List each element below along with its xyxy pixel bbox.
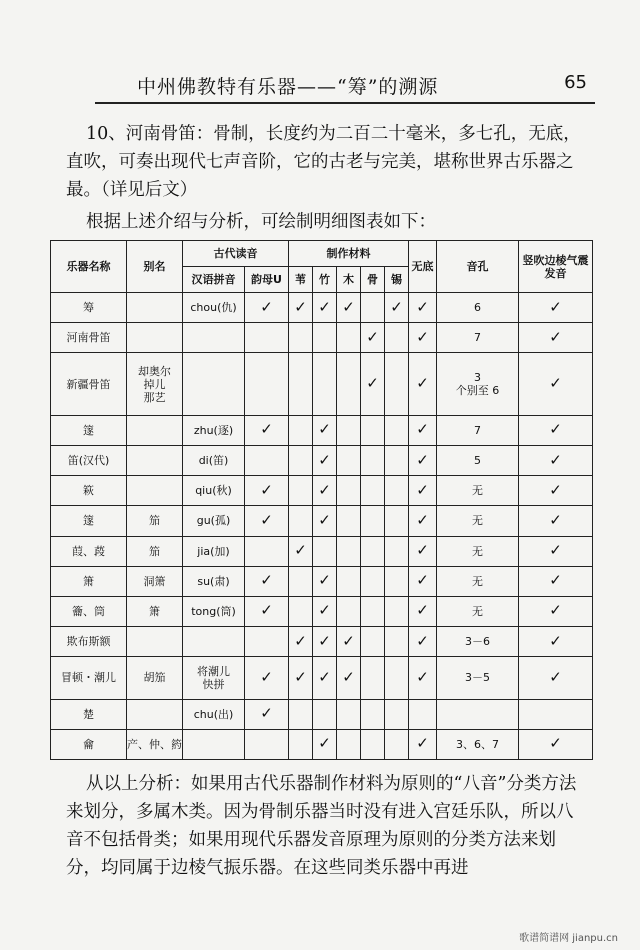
check-mark-icon: ✓ [294, 541, 307, 560]
check-mark-icon: ✓ [260, 667, 273, 686]
cell-vertical-blow [519, 729, 593, 759]
cell-holes: 无 [437, 596, 519, 626]
cell-material-bone [361, 323, 385, 353]
cell-material-bamboo [313, 415, 337, 445]
cell-alias: 笳 [127, 506, 183, 536]
paragraph-table-intro: 根据上述介绍与分析，可绘制明细图表如下： [86, 212, 436, 232]
cell-material-reed [289, 566, 313, 596]
cell-vertical-blow [519, 415, 593, 445]
check-mark-icon: ✓ [260, 297, 273, 316]
cell-material-tin [385, 415, 409, 445]
cell-material-bone [361, 476, 385, 506]
header-pinyin: 汉语拼音 [183, 267, 245, 293]
check-mark-icon: ✓ [318, 450, 331, 469]
cell-initial-u [245, 445, 289, 475]
cell-alias [127, 323, 183, 353]
cell-name: 冒顿・潮儿 [51, 657, 127, 699]
cell-material-wood [337, 353, 361, 415]
cell-no-bottom [409, 323, 437, 353]
cell-name: 籥、筒 [51, 596, 127, 626]
cell-no-bottom [409, 627, 437, 657]
check-mark-icon: ✓ [318, 601, 331, 620]
cell-pinyin: zhu(逐) [183, 415, 245, 445]
paragraph-bone-flute: 10、河南骨笛：骨制，长度约为二百二十毫米，多七孔，无底，直吹，可奏出现代七声音阶，它的古老与完美，堪称世界古乐器之最。（详见后文） [66, 124, 581, 200]
check-mark-icon: ✓ [416, 510, 429, 529]
check-mark-icon: ✓ [416, 374, 429, 393]
cell-initial-u [245, 699, 289, 729]
table-row [51, 627, 593, 657]
check-mark-icon: ✓ [260, 601, 273, 620]
cell-pinyin: di(笛) [183, 445, 245, 475]
cell-holes: 5 [437, 445, 519, 475]
cell-material-tin [385, 627, 409, 657]
cell-material-bamboo [313, 699, 337, 729]
cell-alias [127, 699, 183, 729]
cell-name: 葭、葮 [51, 536, 127, 566]
check-mark-icon: ✓ [416, 480, 429, 499]
cell-material-bamboo [313, 293, 337, 323]
cell-alias: 产、仲、箹 [127, 729, 183, 759]
table-row [51, 699, 593, 729]
cell-vertical-blow [519, 445, 593, 475]
cell-material-reed [289, 729, 313, 759]
cell-vertical-blow [519, 506, 593, 536]
header-initial-u: 韵母U [245, 267, 289, 293]
cell-alias [127, 415, 183, 445]
check-mark-icon: ✓ [549, 541, 562, 560]
check-mark-icon: ✓ [260, 480, 273, 499]
cell-no-bottom [409, 415, 437, 445]
check-mark-icon: ✓ [318, 667, 331, 686]
check-mark-icon: ✓ [549, 734, 562, 753]
table-row [51, 323, 593, 353]
cell-no-bottom [409, 657, 437, 699]
cell-material-wood [337, 476, 361, 506]
cell-material-bamboo [313, 323, 337, 353]
cell-alias: 胡笳 [127, 657, 183, 699]
check-mark-icon: ✓ [260, 571, 273, 590]
cell-vertical-blow [519, 476, 593, 506]
cell-vertical-blow [519, 699, 593, 729]
cell-material-reed [289, 657, 313, 699]
check-mark-icon: ✓ [318, 420, 331, 439]
cell-material-reed [289, 293, 313, 323]
check-mark-icon: ✓ [366, 327, 379, 346]
table-row [51, 536, 593, 566]
header-holes: 音孔 [437, 241, 519, 293]
cell-pinyin [183, 323, 245, 353]
table-row [51, 353, 593, 415]
cell-material-bamboo [313, 536, 337, 566]
cell-material-bamboo [313, 445, 337, 475]
check-mark-icon: ✓ [549, 450, 562, 469]
cell-material-wood [337, 699, 361, 729]
check-mark-icon: ✓ [260, 420, 273, 439]
header-material: 制作材料 [289, 241, 409, 267]
cell-material-reed [289, 353, 313, 415]
cell-initial-u [245, 657, 289, 699]
cell-material-bone [361, 627, 385, 657]
cell-initial-u [245, 323, 289, 353]
cell-material-bamboo [313, 627, 337, 657]
cell-material-tin [385, 506, 409, 536]
cell-material-bone [361, 445, 385, 475]
cell-initial-u [245, 729, 289, 759]
cell-material-wood [337, 536, 361, 566]
table-row [51, 293, 593, 323]
check-mark-icon: ✓ [342, 667, 355, 686]
cell-material-reed [289, 536, 313, 566]
check-mark-icon: ✓ [416, 450, 429, 469]
cell-vertical-blow [519, 293, 593, 323]
check-mark-icon: ✓ [549, 374, 562, 393]
cell-holes: 6 [437, 293, 519, 323]
cell-material-bone [361, 353, 385, 415]
cell-initial-u [245, 415, 289, 445]
cell-material-bone [361, 699, 385, 729]
cell-name: 篍 [51, 476, 127, 506]
cell-material-wood [337, 596, 361, 626]
cell-no-bottom [409, 353, 437, 415]
cell-holes: 3、6、7 [437, 729, 519, 759]
header-ancient-sound: 古代读音 [183, 241, 289, 267]
cell-initial-u [245, 506, 289, 536]
cell-holes: 3 个别至 6 [437, 353, 519, 415]
cell-material-tin [385, 293, 409, 323]
cell-material-tin [385, 476, 409, 506]
cell-material-tin [385, 353, 409, 415]
cell-pinyin [183, 353, 245, 415]
check-mark-icon: ✓ [342, 631, 355, 650]
check-mark-icon: ✓ [390, 297, 403, 316]
cell-no-bottom [409, 476, 437, 506]
cell-material-reed [289, 699, 313, 729]
cell-vertical-blow [519, 657, 593, 699]
check-mark-icon: ✓ [416, 297, 429, 316]
cell-material-reed [289, 506, 313, 536]
cell-pinyin: qiu(秋) [183, 476, 245, 506]
check-mark-icon: ✓ [549, 601, 562, 620]
table-row [51, 729, 593, 759]
cell-vertical-blow [519, 566, 593, 596]
instrument-table [50, 240, 593, 760]
cell-pinyin: chu(出) [183, 699, 245, 729]
table-row [51, 506, 593, 536]
paragraph-analysis: 从以上分析：如果用古代乐器制作材料为原则的“八音”分类方法来划分，多属木类。因为骨制乐器当时没有进入宫廷乐队，所以八音不包括骨类；如果用现代乐器发音原理为原则的分类方法来划分，均同属于边棱气振乐器。在这些同类乐器中再进 [66, 774, 577, 878]
check-mark-icon: ✓ [416, 571, 429, 590]
cell-material-bamboo [313, 729, 337, 759]
cell-no-bottom [409, 506, 437, 536]
header-material-tin: 锡 [385, 267, 409, 293]
table-row [51, 445, 593, 475]
table-row [51, 476, 593, 506]
cell-no-bottom [409, 596, 437, 626]
cell-pinyin: su(肃) [183, 566, 245, 596]
cell-holes: 3－5 [437, 657, 519, 699]
cell-material-wood [337, 415, 361, 445]
cell-pinyin: 将潮儿 快拼 [183, 657, 245, 699]
cell-vertical-blow [519, 596, 593, 626]
cell-initial-u [245, 566, 289, 596]
cell-no-bottom [409, 293, 437, 323]
check-mark-icon: ✓ [549, 480, 562, 499]
watermark-footer: 歌谱简谱网 jianpu.cn [519, 933, 618, 944]
cell-alias: 洞箫 [127, 566, 183, 596]
cell-material-bamboo [313, 506, 337, 536]
cell-holes: 无 [437, 536, 519, 566]
check-mark-icon: ✓ [318, 571, 331, 590]
header-alias: 别名 [127, 241, 183, 293]
cell-material-tin [385, 323, 409, 353]
check-mark-icon: ✓ [318, 631, 331, 650]
cell-pinyin: gu(孤) [183, 506, 245, 536]
cell-holes [437, 699, 519, 729]
cell-name: 筹 [51, 293, 127, 323]
cell-vertical-blow [519, 627, 593, 657]
check-mark-icon: ✓ [342, 297, 355, 316]
check-mark-icon: ✓ [366, 374, 379, 393]
cell-holes: 无 [437, 506, 519, 536]
cell-material-bamboo [313, 657, 337, 699]
header-vertical-blow: 竖吹边棱气震发音 [519, 241, 593, 293]
cell-no-bottom [409, 699, 437, 729]
check-mark-icon: ✓ [549, 327, 562, 346]
cell-material-bone [361, 506, 385, 536]
cell-material-bone [361, 536, 385, 566]
cell-no-bottom [409, 566, 437, 596]
check-mark-icon: ✓ [416, 601, 429, 620]
cell-material-bamboo [313, 596, 337, 626]
cell-alias: 笳 [127, 536, 183, 566]
check-mark-icon: ✓ [549, 297, 562, 316]
cell-holes: 无 [437, 476, 519, 506]
check-mark-icon: ✓ [318, 510, 331, 529]
cell-vertical-blow [519, 536, 593, 566]
cell-vertical-blow [519, 323, 593, 353]
check-mark-icon: ✓ [549, 667, 562, 686]
cell-name: 箫 [51, 566, 127, 596]
check-mark-icon: ✓ [549, 420, 562, 439]
check-mark-icon: ✓ [416, 541, 429, 560]
cell-material-reed [289, 596, 313, 626]
header-material-reed: 苇 [289, 267, 313, 293]
cell-material-bone [361, 657, 385, 699]
table-row [51, 657, 593, 699]
table-row [51, 566, 593, 596]
check-mark-icon: ✓ [416, 734, 429, 753]
check-mark-icon: ✓ [294, 631, 307, 650]
cell-holes: 无 [437, 566, 519, 596]
check-mark-icon: ✓ [549, 571, 562, 590]
cell-alias [127, 293, 183, 323]
header-material-wood: 木 [337, 267, 361, 293]
cell-material-wood [337, 323, 361, 353]
check-mark-icon: ✓ [260, 704, 273, 723]
cell-material-wood [337, 657, 361, 699]
cell-material-tin [385, 729, 409, 759]
cell-material-bone [361, 596, 385, 626]
cell-holes: 7 [437, 415, 519, 445]
cell-name: 篴 [51, 506, 127, 536]
cell-material-bamboo [313, 566, 337, 596]
cell-holes: 7 [437, 323, 519, 353]
cell-initial-u [245, 293, 289, 323]
cell-material-tin [385, 596, 409, 626]
cell-pinyin: jia(加) [183, 536, 245, 566]
cell-no-bottom [409, 536, 437, 566]
cell-name: 龠 [51, 729, 127, 759]
cell-material-reed [289, 323, 313, 353]
cell-name: 河南骨笛 [51, 323, 127, 353]
cell-material-bamboo [313, 353, 337, 415]
header-no-bottom: 无底 [409, 241, 437, 293]
cell-material-tin [385, 445, 409, 475]
table-row [51, 415, 593, 445]
cell-material-reed [289, 415, 313, 445]
page-number: 65 [564, 72, 587, 93]
cell-material-wood [337, 729, 361, 759]
cell-vertical-blow [519, 353, 593, 415]
cell-initial-u [245, 353, 289, 415]
cell-material-wood [337, 566, 361, 596]
cell-material-wood [337, 506, 361, 536]
header-title: 中州佛教特有乐器——“筹”的溯源 [137, 76, 439, 98]
page-header [95, 72, 595, 104]
check-mark-icon: ✓ [318, 480, 331, 499]
check-mark-icon: ✓ [318, 734, 331, 753]
cell-material-tin [385, 536, 409, 566]
check-mark-icon: ✓ [416, 420, 429, 439]
cell-material-tin [385, 699, 409, 729]
cell-material-reed [289, 476, 313, 506]
cell-initial-u [245, 536, 289, 566]
check-mark-icon: ✓ [294, 667, 307, 686]
cell-alias [127, 445, 183, 475]
cell-material-wood [337, 445, 361, 475]
cell-pinyin [183, 627, 245, 657]
cell-no-bottom [409, 729, 437, 759]
check-mark-icon: ✓ [416, 631, 429, 650]
cell-material-tin [385, 566, 409, 596]
cell-initial-u [245, 627, 289, 657]
cell-material-wood [337, 293, 361, 323]
check-mark-icon: ✓ [549, 631, 562, 650]
check-mark-icon: ✓ [294, 297, 307, 316]
cell-alias: 却奥尔 掉儿 那艺 [127, 353, 183, 415]
cell-name: 篴 [51, 415, 127, 445]
cell-material-reed [289, 445, 313, 475]
header-material-bamboo: 竹 [313, 267, 337, 293]
check-mark-icon: ✓ [416, 327, 429, 346]
cell-material-wood [337, 627, 361, 657]
cell-pinyin: tong(筒) [183, 596, 245, 626]
cell-holes: 3－6 [437, 627, 519, 657]
cell-alias: 箫 [127, 596, 183, 626]
cell-name: 笛(汉代) [51, 445, 127, 475]
cell-pinyin: chou(仇) [183, 293, 245, 323]
cell-material-reed [289, 627, 313, 657]
cell-name: 楚 [51, 699, 127, 729]
check-mark-icon: ✓ [318, 297, 331, 316]
cell-alias [127, 627, 183, 657]
cell-material-bamboo [313, 476, 337, 506]
cell-material-tin [385, 657, 409, 699]
check-mark-icon: ✓ [549, 510, 562, 529]
cell-material-bone [361, 415, 385, 445]
cell-initial-u [245, 476, 289, 506]
table-row [51, 596, 593, 626]
cell-alias [127, 476, 183, 506]
cell-name: 欺布斯额 [51, 627, 127, 657]
cell-material-bone [361, 729, 385, 759]
cell-name: 新疆骨笛 [51, 353, 127, 415]
cell-pinyin [183, 729, 245, 759]
cell-no-bottom [409, 445, 437, 475]
header-name: 乐器名称 [51, 241, 127, 293]
header-material-bone: 骨 [361, 267, 385, 293]
check-mark-icon: ✓ [416, 667, 429, 686]
check-mark-icon: ✓ [260, 510, 273, 529]
cell-material-bone [361, 293, 385, 323]
cell-material-bone [361, 566, 385, 596]
cell-initial-u [245, 596, 289, 626]
